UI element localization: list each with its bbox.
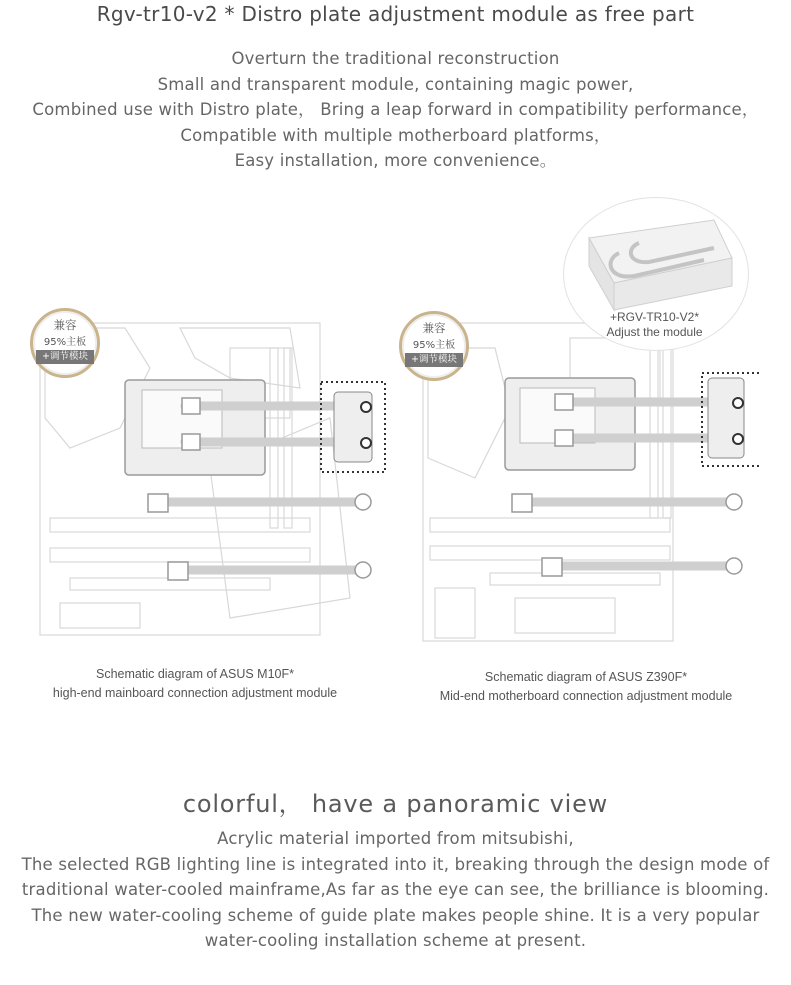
intro-line: Combined use with Distro plate， Bring a leap forward in compatibility performance， bbox=[32, 100, 759, 119]
intro-line: Overturn the traditional reconstruction bbox=[231, 49, 560, 68]
caption-line: Schematic diagram of ASUS M10F* bbox=[96, 667, 294, 681]
compatibility-badge-left bbox=[30, 308, 100, 378]
body-line: water-cooling installation scheme at present. bbox=[204, 931, 587, 950]
intro-line: Compatible with multiple motherboard platforms， bbox=[180, 125, 611, 145]
caption-left bbox=[20, 665, 370, 703]
caption-line: Schematic diagram of ASUS Z390F* bbox=[484, 670, 688, 684]
badge-line: +调节模块 bbox=[36, 350, 94, 364]
motherboard-diagram-right bbox=[420, 318, 760, 648]
intro-line: Easy installation, more convenience。 bbox=[234, 151, 557, 170]
page-title: Rgv-tr10-v2 * Distro plate adjustment module as free part bbox=[96, 2, 695, 26]
body-line: Acrylic material imported from mitsubishi, bbox=[217, 829, 574, 848]
section-heading: colorful， have a panoramic view bbox=[182, 790, 609, 818]
compatibility-badge-right bbox=[399, 311, 469, 381]
badge-line: 兼容 bbox=[53, 318, 77, 332]
section-body bbox=[0, 826, 791, 954]
badge-line: 95%主板 bbox=[43, 337, 87, 348]
intro-line: Small and transparent module, containing magic power, bbox=[157, 74, 634, 94]
body-line: The selected RGB lighting line is integrated into it, breaking through the design mode of bbox=[21, 854, 770, 874]
caption-line: high-end mainboard connection adjustment module bbox=[52, 686, 338, 700]
body-line: The new water-cooling scheme of guide plate makes people shine. It is a very popular bbox=[31, 905, 760, 925]
module-label bbox=[572, 310, 737, 340]
caption-line: Mid-end motherboard connection adjustment module bbox=[439, 689, 733, 703]
badge-line: 95%主板 bbox=[412, 340, 456, 351]
badge-line: 兼容 bbox=[422, 321, 446, 335]
body-line: traditional water-cooled mainframe,As far as the eye can see, the brilliance is blooming. bbox=[21, 880, 770, 899]
module-label-desc: Adjust the module bbox=[606, 325, 703, 339]
caption-right bbox=[411, 668, 761, 706]
intro-text bbox=[0, 46, 791, 174]
badge-line: +调节模块 bbox=[405, 353, 463, 367]
module-label-name: +RGV-TR10-V2* bbox=[609, 310, 700, 324]
